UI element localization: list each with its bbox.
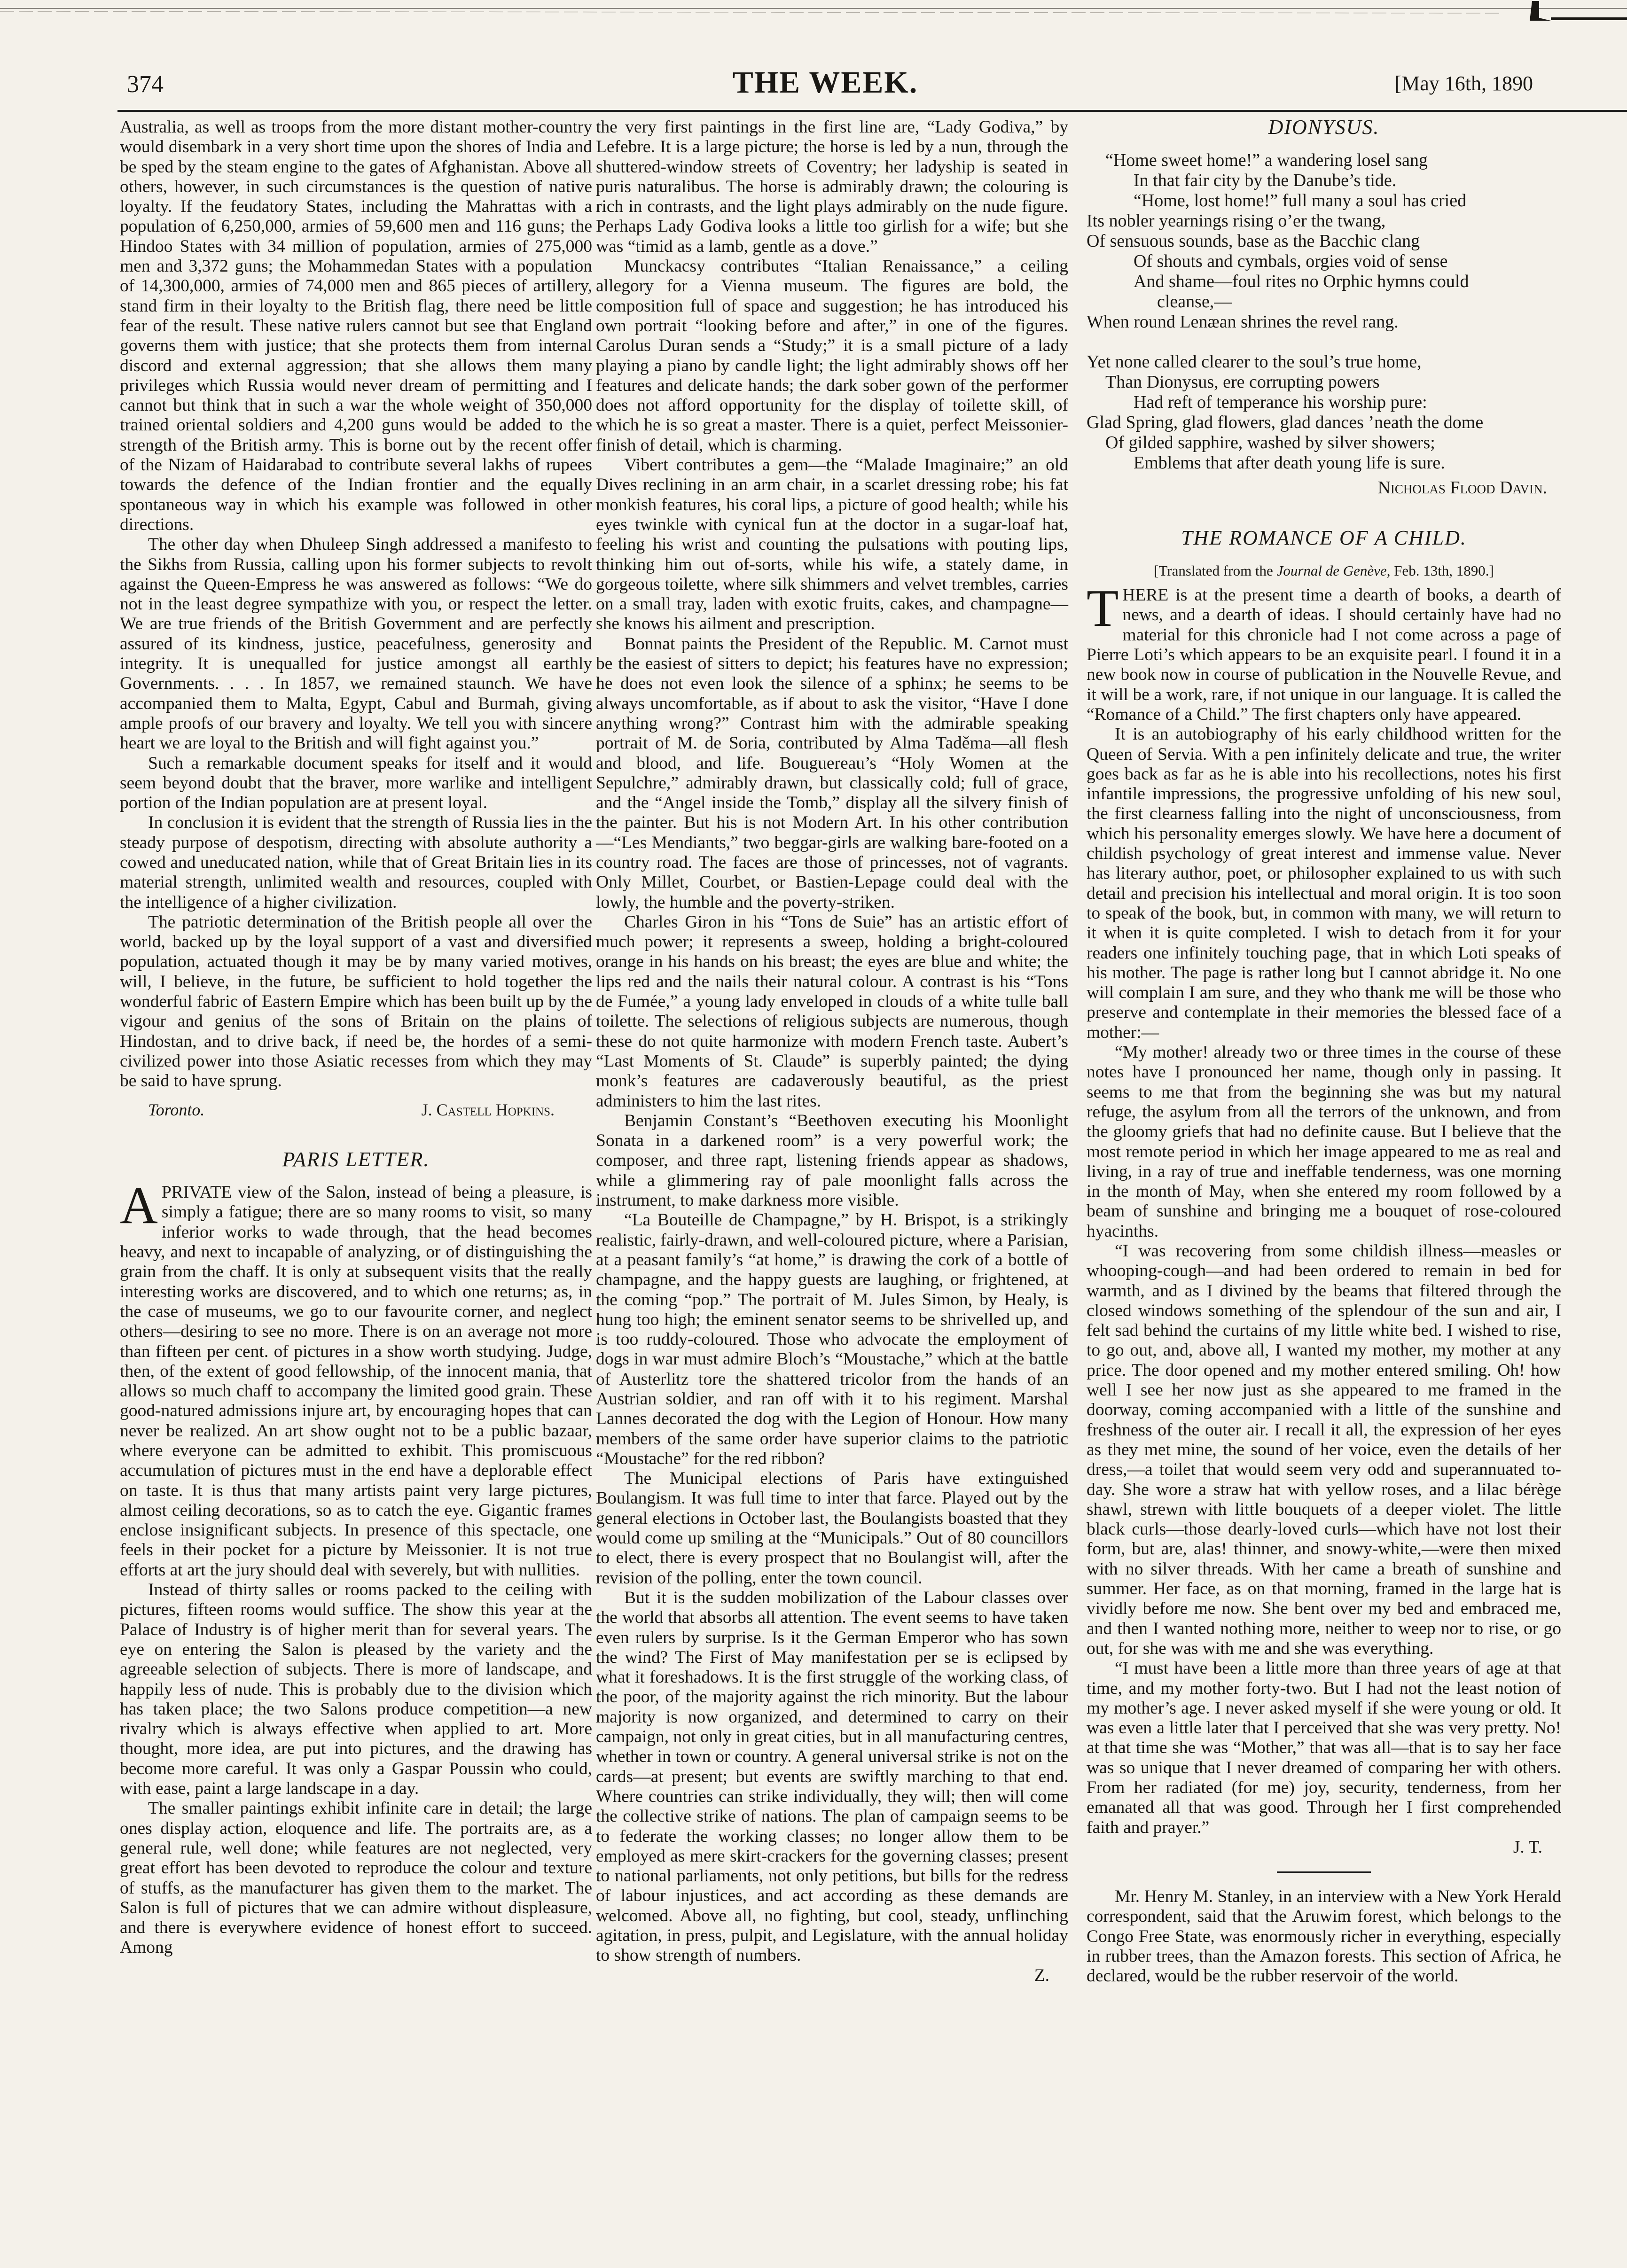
poem-author: Nicholas Flood Davin. [1377,478,1547,498]
signature-name: J. Castell Hopkins. [421,1100,555,1119]
article-paragraph: “I was recovering from some childish illness—measles or whooping-cough—and had been ordered to remain in bed for warmth, and as I divined by the beams that filtered through the closed windows something of the splendour of the sun and air, I felt sad behind the curtains of my little white bed. I wished to rise, to go out, and, above all, I wanted my mother, my mother at any price. The door opened and my mother entered smiling. Oh! how well I see her now just as she appeared to me framed in the doorway, coming accompanied with a little of the sunshine and freshness of the outer air. I recall it all, the expression of her eyes as they met mine, the sound of her voice, even the details of her dress,—a toilet that would seem very odd and superannuated to-day. She wore a straw hat with yellow roses, and a lilac bérège shawl, strewn with little bouquets of a deeper violet. The little black curls—those dearly-loved curls—which have not lost their form, but are, alas! thinner, and snowy-white,—were then mixed with no silver threads. With her came a breath of sunshine and summer. Her face, as on that morning, framed in the large hat is vividly before me now. She bent over my bed and embraced me, and then I wanted nothing more, neither to weep nor to rise, or go out, for she was with me and she was everything. [1087,1241,1561,1658]
column-right [1087,117,1561,1987]
poem-line: In that fair city by the Danube’s tide. [1134,171,1397,191]
source-suffix: , Feb. 13th, 1890.] [1386,562,1494,579]
article-signature: Z. [1034,1965,1049,1985]
source-note [1087,561,1561,581]
article-paragraph: Bonnat paints the President of the Republic. M. Carnot must be the easiest of sitters to depict; his features have no expression; he does not even look the silence of a sphinx; he seems to be always uncomfortable, as if about to ask the visitor, “Have I done anything wrong?” Contrast him with the admirable speaking portrait of M. de Soria, contributed by Alma Taděma—all flesh and blood, and life. Bouguereau’s “Holy Women at the Sepulchre,” admirably drawn, but classically cold; full of grace, and the “Angel inside the Tomb,” display all the silvery finish of the painter. But his is not Modern Art. In his other contribution—“Les Mendiants,” two beggar-girls are walking bare-footed on a country road. The faces are those of princesses, not of vagrants. Only Millet, Courbet, or Bastien-Lepage could deal with the lowly, the humble and the poverty-striken. [596,634,1068,912]
journal-title: THE WEEK. [732,65,918,100]
signature-place: Toronto. [148,1100,205,1119]
drop-cap: A [120,1177,158,1235]
article-paragraph: The smaller paintings exhibit infinite care in detail; the large ones display action, eloquence and life. The portraits are, as a general rule, well done; while features are not neglected, very great effort has been devoted to reproduce the colour and texture of stuffs, as the manufacturer has given them to the market. The Salon is full of pictures that we can admire without displeasure, and there is everywhere evidence of honest effort to succeed. Among [120,1799,592,1957]
drop-cap: T [1087,579,1119,638]
article-paragraph [1087,579,1561,725]
issue-date: [May 16th, 1890 [1394,72,1533,95]
poem-line: “Home sweet home!” a wandering losel sang [1105,150,1428,171]
poem-line: Emblems that after death young life is sure. [1134,453,1445,473]
stanza-break [1087,332,1561,352]
paragraph-text: HERE is at the present time a dearth of books, a dearth of news, and a dearth of ideas. I should certainly have had no material for this chronicle had I not come across a page of Pierre Loti’s which appears to be an exquisite pearl. I found it in a new book now in course of publication in the Nouvelle Revue, and it will be a work, rare, if not unique in our language. It is called the “Romance of a Child.” The first chapters only have appeared. [1087,585,1561,724]
poem-line: “Home, lost home!” full many a soul has cried [1134,191,1467,211]
column-middle [596,117,1068,1986]
article-paragraph: But it is the sudden mobilization of the Labour classes over the world that absorbs all attention. The event seems to have taken even rulers by surprise. Is it the German Emperor who has sown the wind? The First of May manifestation per se is eclipsed by what it foreshadows. It is the first struggle of the working class, of the poor, of the majority against the rich minority. But the labour majority is now organized, and determined to carry on their campaign, not only in great cities, but in all manufacturing centres, whether in town or country. A general universal strike is not on the cards—at present; but events are swiftly marching to that end. Where countries can strike individually, they will; then will come the collective strike of nations. The plan of campaign seems to be to federate the working classes; no longer allow them to be employed as mere skirt-crackers for the governing classes; present to national parliaments, not only petitions, but bills for the redress of labour injustices, and act according as these demands are welcomed. Above all, no fighting, but cool, steady, unflinching agitation, in press, pulpit, and Legislature, with the annual holiday to show strength of numbers. [596,1588,1068,1965]
article-paragraph: It is an autobiography of his early childhood written for the Queen of Servia. With a pen infinitely delicate and true, the writer goes back as far as he is able into his recollections, notes his first infantile impressions, the progressive unfolding of his new soul, the first clearness falling into the night of unconsciousness, from which his personality emerges slowly. We have here a document of childish psychology of great interest and immense value. Never has literary author, poet, or philosopher explained to us with such detail and precision his intellectual and moral origin. It is too soon to speak of the book, but, in common with many, we will return to it when it is quite completed. I wish to detach from it for your readers one infinitely touching page, that in which Loti speaks of his mother. The page is rather long but I cannot abridge it. No one will complain I am sure, and they who thank me will be those who preserve and contemplate in their memories the blessed face of a mother:— [1087,725,1561,1042]
article-paragraph: the very first paintings in the first line are, “Lady Godiva,” by Lefebre. It is a large picture; the horse is led by a nun, through the shuttered-window streets of Coventry; her ladyship is seated in puris naturalibus. The horse is admirably drawn; the colouring is rich in contrasts, and the light plays admirably on the nude figure. Perhaps Lady Godiva looks a little too girlish for a wife; but she was “timid as a lamb, gentle as a dove.” [596,117,1068,256]
poem-line: Its nobler yearnings rising o’er the twang, [1087,211,1386,231]
article-paragraph: The Municipal elections of Paris have extinguished Boulangism. It was full time to inter that farce. Played out by the general elections in October last, the Boulangists boasted that they would come up smiling at the “Municipals.” Out of 80 councillors to elect, there is every prospect that no Boulangist will, after the revision of the polling, enter the town council. [596,1469,1068,1588]
poem-line: When round Lenæan shrines the revel rang. [1087,312,1399,332]
section-title-romance-of-a-child: THE ROMANCE OF A CHILD. [1181,526,1467,549]
poem-line: And shame—foul rites no Orphic hymns could [1134,272,1469,292]
poem-line: Than Dionysus, ere corrupting powers [1105,372,1380,392]
article-paragraph: In conclusion it is evident that the strength of Russia lies in the steady purpose of despotism, directing with absolute authority a cowed and uneducated nation, while that of Great Britain lies in its material strength, unlimited wealth and resources, coupled with the intelligence of a higher civilization. [120,813,592,912]
section-title-paris-letter: PARIS LETTER. [282,1147,430,1171]
article-paragraph: Such a remarkable document speaks for itself and it would seem beyond doubt that the braver, more warlike and intelligent portion of the Indian population are at present loyal. [120,753,592,813]
article-paragraph [120,1177,592,1580]
article-signature: J. T. [1513,1837,1542,1857]
article-paragraph: Munckacsy contributes “Italian Renaissance,” a ceiling allegory for a Vienna museum. The figures are bold, the composition full of space and suggestion; he has introduced his own portrait “looking before and after,” in one of the figures. Carolus Duran sends a “Study;” it is a small picture of a lady playing a piano by candle light; the light admirably shows off her features and delicate hands; the dark sober gown of the performer does not afford opportunity for the display of toilette skill, of which he is so great a master. There is a quiet, perfect Meissonier-finish of detail, which is charming. [596,257,1068,455]
article-paragraph: Benjamin Constant’s “Beethoven executing his Moonlight Sonata in a darkened room” is a very powerful work; the composer, and three rapt, listening friends appear as shadows, while a glimmering ray of pale moonlight falls across the instrument, to make darkness more visible. [596,1111,1068,1210]
source-journal: Journal de Genève [1276,562,1387,579]
article-paragraph: The patriotic determination of the British people all over the world, backed up by the loyal support of a vast and diversified population, actuated though it may be by many varied motives, will, I believe, in the future, be sufficient to hold together the wonderful fabric of Eastern Empire which has been built up by the vigour and genius of the sons of Britain on the plains of Hindostan, and to drive back, if need be, the hordes of a semi-civilized power into those Asiatic recesses from which they may be said to have sprung. [120,912,592,1091]
news-paragraph: Mr. Henry M. Stanley, in an interview with a New York Herald correspondent, said that the Aruwim forest, which belongs to the Congo Free State, was enormously richer in everything, especially in rubber trees, than the Amazon forests. This section of Africa, he declared, would be the rubber reservoir of the world. [1087,1887,1561,1986]
page-header [117,65,1533,107]
article-paragraph: Australia, as well as troops from the more distant mother-country would disembark in a very short time upon the shores of India and be sped by the steam engine to the gates of Afghanistan. Above all others, however, in such circumstances is the question of native loyalty. If the feudatory States, including the Mahrattas with a population of 6,250,000, armies of 59,600 men and 116 guns; the Hindoo States with 34 million of population, armies of 275,000 men and 3,372 guns; the Mohammedan States with a population of 14,300,000, armies of 74,000 men and 865 pieces of artillery, stand firm in their loyalty to the British flag, there need be little fear of the result. These native rulers cannot but see that England governs them with justice; that she protects them from internal discord and external aggression; that she allows them many privileges which Russia would never dream of permitting and I cannot but think that in such a war the whole weight of 350,000 trained oriental soldiers and 4,200 guns would be added to the strength of the British army. This is borne out by the recent offer of the Nizam of Haidarabad to contribute several lakhs of rupees towards the defence of the Indian frontier and the equally spontaneous way in which his example was followed in other directions. [120,117,592,534]
article-paragraph: Charles Giron in his “Tons de Suie” has an artistic effort of much power; it represents a sweep, holding a bright-coloured orange in his hands on his breast; the eyes are blue and white; the lips red and the nails their natural colour. A contrast is his “Tons de Fumée,” a young lady enveloped in clouds of a white tulle ball toilette. The selections of religious subjects are numerous, though these do not quite harmonize with modern French taste. Aubert’s “Last Moments of St. Claude” is superbly painted; the dying monk’s features are cadaverously beautiful, as the priest administers to him the last rites. [596,912,1068,1111]
poem-line: Of gilded sapphire, washed by silver showers; [1105,433,1435,453]
article-paragraph: The other day when Dhuleep Singh addressed a manifesto to the Sikhs from Russia, calling upon his former subjects to revolt against the Queen-Empress he was answered as follows: “We do not in the least degree sympathize with you, or respect the letter. We are true friends of the British Government and are perfectly assured of its kindness, justice, peacefulness, generosity and integrity. It is unequalled for justice amongst all earthly Governments. . . . In 1857, we remained staunch. We have accompanied them to Malta, Egypt, Cabul and Burmah, giving ample proofs of our bravery and loyalty. We tell you with sincere heart we are loyal to the British and will fight against you.” [120,535,592,753]
column-left [120,117,592,1958]
article-paragraph: “La Bouteille de Champagne,” by H. Brispot, is a strikingly realistic, fairly-drawn, and well-coloured picture, where a Parisian, at a peasant family’s “at home,” is drawing the cork of a bottle of champagne, and the happy guests are laughing, or frightened, at the coming “pop.” The portrait of M. Jules Simon, by Healy, is hung too high; the eminent senator seems to be shrivelled up, and is too ruddy-coloured. Those who advocate the employment of dogs in war must admire Bloch’s “Moustache,” which at the battle of Austerlitz tore the shattered tricolor from the hands of an Austrian soldier, and ran off with it to his regiment. Marshal Lannes decorated the dog with the Legion of Honour. How many members of the same order have superior claims to the patriotic “Moustache” for the red ribbon? [596,1210,1068,1468]
section-divider [1277,1871,1371,1873]
poem-line: Yet none called clearer to the soul’s true home, [1087,352,1422,372]
article-paragraph: Instead of thirty salles or rooms packed to the ceiling with pictures, fifteen rooms would suffice. The show this year at the Palace of Industry is of higher merit than for several years. The eye on entering the Salon is pleased by the variety and the agreeable selection of subjects. There is more of landscape, and happily less of nude. This is probably due to the division which has taken place; the two Salons produce competition—a new rivalry which is always effective when applied to art. More thought, more idea, are put into pictures, and the drawing has become more careful. It was only a Gaspar Poussin who could, with ease, paint a large landscape in a day. [120,1580,592,1799]
article-paragraph: Vibert contributes a gem—the “Malade Imaginaire;” an old Dives reclining in an arm chair, in a scarlet dressing robe; his fat monkish features, his coral lips, a picture of good health; while his eyes twinkle with cynical fun at the doctor in a sugar-loaf hat, feeling his wrist and counting the pulsations with pouting lips, thinking him out of-sorts, while his wife, a stately dame, in gorgeous toilette, where silk shimmers and velvet trembles, carries on a small tray, laden with exotic fruits, cakes, and champagne—she knows his ailment and prescription. [596,455,1068,634]
poem [1087,150,1561,473]
poem-line: Had reft of temperance his worship pure: [1134,392,1427,413]
poem-line: Of sensuous sounds, base as the Bacchic clang [1087,231,1420,251]
paragraph-text: PRIVATE view of the Salon, instead of being a pleasure, is simply a fatigue; there are so many rooms to visit, so many inferior works to wade through, that the head becomes heavy, and next to incapable of analyzing, or of distinguishing the grain from the chaff. It is only at subsequent visits that the really interesting works are discovered, and to which one returns; as, in the case of museums, we go to our favourite corner, and neglect others—desiring to see no more. There is on an average not more than fifteen per cent. of pictures in a show worth studying. Judge, then, of the extent of good fellowship, of the innocent mania, that allows so much chaff to accompany the limited good grain. These good-natured admissions injure art, by encouraging hopes that can never be realized. An art show ought not to be a public bazaar, where everyone can be admitted to exhibit. This promiscuous accumulation of pictures must in the end have a deplorable effect on taste. It is thus that many artists paint very large pictures, almost ceiling decorations, so as to catch the eye. Gigantic frames enclose insignificant subjects. In presence of this spectacle, one feels in their pocket for a picture by Meissonier. It is not true efforts at art the jury should deal with severely, but with nullities. [120,1183,592,1580]
article-signature [120,1100,592,1120]
article-paragraph: “I must have been a little more than three years of age at that time, and my mother forty-two. But I had not the least notion of my mother’s age. I never asked myself if she were young or old. It was even a little later that I perceived that she was very pretty. No! at that time she was “Mother,” that was all—that is to say her face was so unique that I never dreamed of comparing her with others. From her radiated (for me) joy, security, tenderness, from her emanated all that was good. Through her I first comprehended faith and prayer.” [1087,1659,1561,1837]
header-rule [117,110,1627,112]
poem-line: Of shouts and cymbals, orgies void of sense [1134,251,1448,272]
top-margin-artifacts [0,0,1627,28]
page-number: 374 [127,71,164,98]
section-title-dionysus: DIONYSUS. [1268,116,1380,139]
poem-line: Glad Spring, glad flowers, glad dances ’neath the dome [1087,413,1484,433]
article-paragraph: “My mother! already two or three times in the course of these notes have I pronounced her name, though only in passing. It seems to me that from the beginning she was but my natural refuge, the asylum from all the terrors of the unknown, and from the gloomy griefs that had no definite cause. But I believe that the most remote period in which her image appeared to me as real and living, in a ray of true and ineffable tenderness, was one morning in the month of May, when she entered my room followed by a beam of sunshine and bringing me a bouquet of rose-coloured hyacinths. [1087,1043,1561,1241]
poem-line: cleanse,— [1157,292,1232,312]
source-prefix: [Translated from the [1154,562,1277,579]
